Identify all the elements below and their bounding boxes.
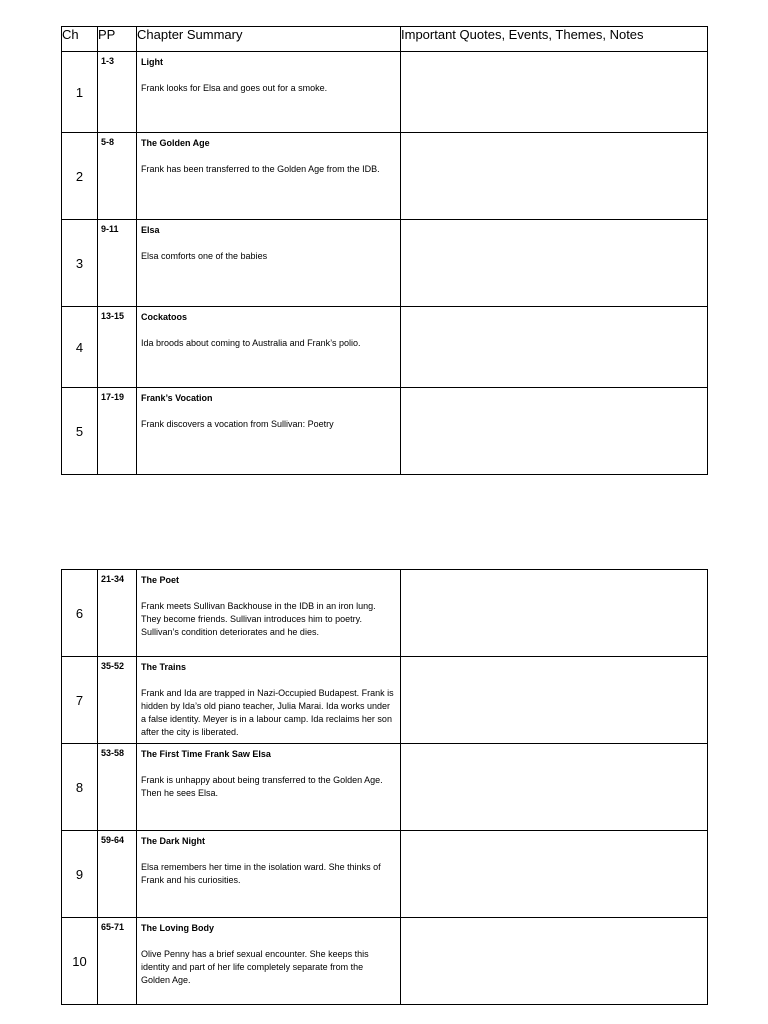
chapter-summary-cell	[137, 133, 401, 220]
page-range: 53-58	[98, 744, 137, 831]
chapter-number: 10	[62, 918, 98, 1005]
table-row	[62, 220, 708, 307]
page-range: 21-34	[98, 570, 137, 657]
page-range: 35-52	[98, 657, 137, 744]
chapter-number: 9	[62, 831, 98, 918]
chapter-title: The Loving Body	[141, 923, 214, 933]
chapter-summary-cell	[137, 388, 401, 475]
chapter-number: 2	[62, 133, 98, 220]
table-row	[62, 133, 708, 220]
page-range: 65-71	[98, 918, 137, 1005]
chapter-summary: Frank discovers a vocation from Sullivan: Poetry	[141, 419, 334, 429]
chapter-title: Elsa	[141, 225, 160, 235]
chapter-title: Frank’s Vocation	[141, 393, 213, 403]
table-row	[62, 570, 708, 657]
chapter-summary-cell	[137, 657, 401, 744]
chapter-summary: Elsa comforts one of the babies	[141, 251, 268, 261]
chapter-title: The Dark Night	[141, 836, 206, 846]
chapter-number: 7	[62, 657, 98, 744]
page-range: 13-15	[98, 307, 137, 388]
chapter-table-bottom	[61, 569, 708, 1005]
notes-cell[interactable]	[401, 307, 708, 388]
chapter-number: 4	[62, 307, 98, 388]
chapter-title: The First Time Frank Saw Elsa	[141, 749, 271, 759]
chapter-summary: Olive Penny has a brief sexual encounter. She keeps this identity and part of her life completely separate from the Golden Age.	[141, 949, 369, 985]
table-row	[62, 831, 708, 918]
chapter-number: 6	[62, 570, 98, 657]
notes-cell[interactable]	[401, 918, 708, 1005]
table-row	[62, 657, 708, 744]
notes-cell[interactable]	[401, 831, 708, 918]
notes-cell[interactable]	[401, 220, 708, 307]
table-row	[62, 52, 708, 133]
chapter-table-top	[61, 26, 708, 475]
chapter-number: 5	[62, 388, 98, 475]
chapter-title: The Trains	[141, 662, 187, 672]
page-range: 9-11	[98, 220, 137, 307]
chapter-number: 8	[62, 744, 98, 831]
header-ch: Ch	[62, 27, 98, 52]
page-range: 1-3	[98, 52, 137, 133]
chapter-summary: Ida broods about coming to Australia and Frank’s polio.	[141, 338, 361, 348]
chapter-title: Light	[141, 57, 163, 67]
chapter-summary: Frank is unhappy about being transferred to the Golden Age. Then he sees Elsa.	[141, 775, 383, 798]
chapter-summary-cell	[137, 831, 401, 918]
chapter-summary: Frank and Ida are trapped in Nazi-Occupied Budapest. Frank is hidden by Ida’s old piano teacher, Julia Marai. Ida works under a false identity. Meyer is in a labour camp. Ida reclaims her son after the city is liberated.	[141, 688, 394, 737]
chapter-title: Cockatoos	[141, 312, 188, 322]
chapter-summary-cell	[137, 220, 401, 307]
notes-cell[interactable]	[401, 388, 708, 475]
chapter-title: The Golden Age	[141, 138, 210, 148]
chapter-summary: Frank looks for Elsa and goes out for a smoke.	[141, 83, 328, 93]
table-row	[62, 744, 708, 831]
chapter-summary-cell	[137, 52, 401, 133]
header-row	[62, 27, 708, 52]
header-pp: PP	[98, 27, 137, 52]
notes-cell[interactable]	[401, 52, 708, 133]
table-row	[62, 918, 708, 1005]
chapter-summary: Elsa remembers her time in the isolation ward. She thinks of Frank and his curiosities.	[141, 862, 381, 885]
header-notes: Important Quotes, Events, Themes, Notes	[401, 27, 708, 52]
chapter-summary: Frank meets Sullivan Backhouse in the IDB in an iron lung. They become friends. Sullivan introduces him to poetry. Sullivan’s condition deteriorates and he dies.	[141, 601, 376, 637]
chapter-title: The Poet	[141, 575, 180, 585]
chapter-number: 3	[62, 220, 98, 307]
chapter-number: 1	[62, 52, 98, 133]
chapter-summary-cell	[137, 307, 401, 388]
chapter-summary-cell	[137, 744, 401, 831]
page-range: 5-8	[98, 133, 137, 220]
page-range: 17-19	[98, 388, 137, 475]
notes-cell[interactable]	[401, 744, 708, 831]
chapter-summary: Frank has been transferred to the Golden Age from the IDB.	[141, 164, 380, 174]
table-row	[62, 307, 708, 388]
notes-cell[interactable]	[401, 570, 708, 657]
notes-cell[interactable]	[401, 133, 708, 220]
chapter-summary-cell	[137, 570, 401, 657]
table-row	[62, 388, 708, 475]
notes-cell[interactable]	[401, 657, 708, 744]
chapter-summary-cell	[137, 918, 401, 1005]
header-summary: Chapter Summary	[137, 27, 401, 52]
page-range: 59-64	[98, 831, 137, 918]
